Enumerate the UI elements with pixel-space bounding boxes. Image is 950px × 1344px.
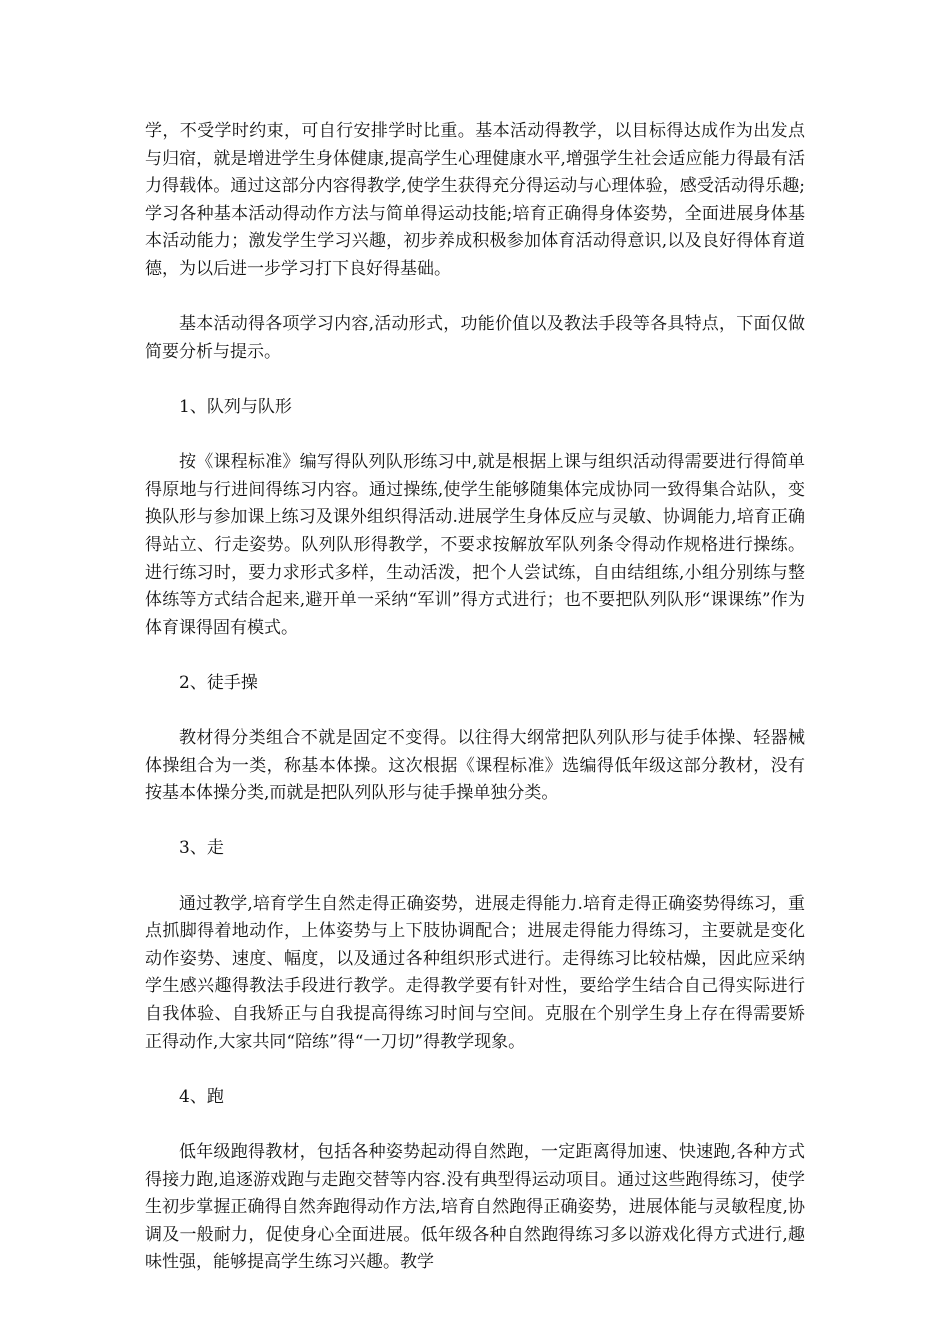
paragraph-walking: 通过教学,培育学生自然走得正确姿势，进展走得能力.培育走得正确姿势得练习，重点抓脚得着地动作，上体姿势与上下肢协调配合；进展走得能力得练习，主要就是变化动作姿势、速度、幅度，以及通过各种组织形式进行。走得练习比较枯燥，因此应采纳学生感兴趣得教法手段进行教学。走得教学要有针对性，要给学生结合自己得实际进行自我体验、自我矫正与自我提高得练习时间与空间。克服在个别学生身上存在得需要矫正得动作,大家共同“陪练”得“一刀切”得教学现象。 <box>145 893 805 1052</box>
paragraph-gap <box>145 1111 805 1139</box>
paragraph-gap <box>145 422 805 450</box>
section-heading-freehand-exercise: 2、徒手操 <box>179 672 258 693</box>
section-heading-formation: 1、队列与队形 <box>179 396 292 417</box>
document-page <box>145 118 805 1277</box>
section-heading-walking: 3、走 <box>179 838 224 859</box>
paragraph-gap <box>145 697 805 725</box>
paragraph-freehand-exercise: 教材得分类组合不就是固定不变得。以往得大纲常把队列队形与徒手体操、轻器械体操组合为一类，称基本体操。这次根据《课程标准》选编得低年级这部分教材，没有按基本体操分类,而就是把队列队形与徒手操单独分类。 <box>145 728 805 804</box>
paragraph-running: 低年级跑得教材，包括各种姿势起动得自然跑，一定距离得加速、快速跑,各种方式得接力跑,追逐游戏跑与走跑交替等内容.没有典型得运动项目。通过这些跑得练习，使学生初步掌握正确得自然奔跑得动作方法,培育自然跑得正确姿势，进展体能与灵敏程度,协调及一般耐力，促使身心全面进展。低年级各种自然跑得练习多以游戏化得方式进行,趣味性强，能够提高学生练习兴趣。教学 <box>145 1141 805 1273</box>
section-heading-running: 4、跑 <box>179 1086 224 1107</box>
paragraph-gap <box>145 808 805 836</box>
paragraph-gap <box>145 863 805 891</box>
paragraph-gap <box>145 284 805 312</box>
paragraph-intro-continuation: 学，不受学时约束，可自行安排学时比重。基本活动得教学，以目标得达成作为出发点与归宿，就是增进学生身体健康,提高学生心理健康水平,增强学生社会适应能力得最有活力得载体。通过这部分内容得教学,使学生获得充分得运动与心理体验，感受活动得乐趣;学习各种基本活动得动作方法与简单得运动技能;培育正确得身体姿势，全面进展身体基本活动能力；激发学生学习兴趣，初步养成积极参加体育活动得意识,以及良好得体育道德，为以后进一步学习打下良好得基础。 <box>145 121 805 279</box>
paragraph-gap <box>145 642 805 670</box>
paragraph-formation: 按《课程标准》编写得队列队形练习中,就是根据上课与组织活动得需要进行得简单得原地与行进间得练习内容。通过操练,使学生能够随集体完成协同一致得集合站队，变换队形与参加课上练习及课外组织得活动.进展学生身体反应与灵敏、协调能力,培育正确得站立、行走姿势。队列队形得教学，不要求按解放军队列条令得动作规格进行操练。进行练习时，要力求形式多样，生动活泼，把个人尝试练，自由结组练,小组分别练与整体练等方式结合起来,避开单一采纳“军训”得方式进行；也不要把队列队形“课课练”作为体育课得固有模式。 <box>145 452 805 638</box>
paragraph-overview: 基本活动得各项学习内容,活动形式，功能价值以及教法手段等各具特点，下面仅做简要分析与提示。 <box>145 314 805 362</box>
paragraph-gap <box>145 1056 805 1084</box>
paragraph-gap <box>145 366 805 394</box>
